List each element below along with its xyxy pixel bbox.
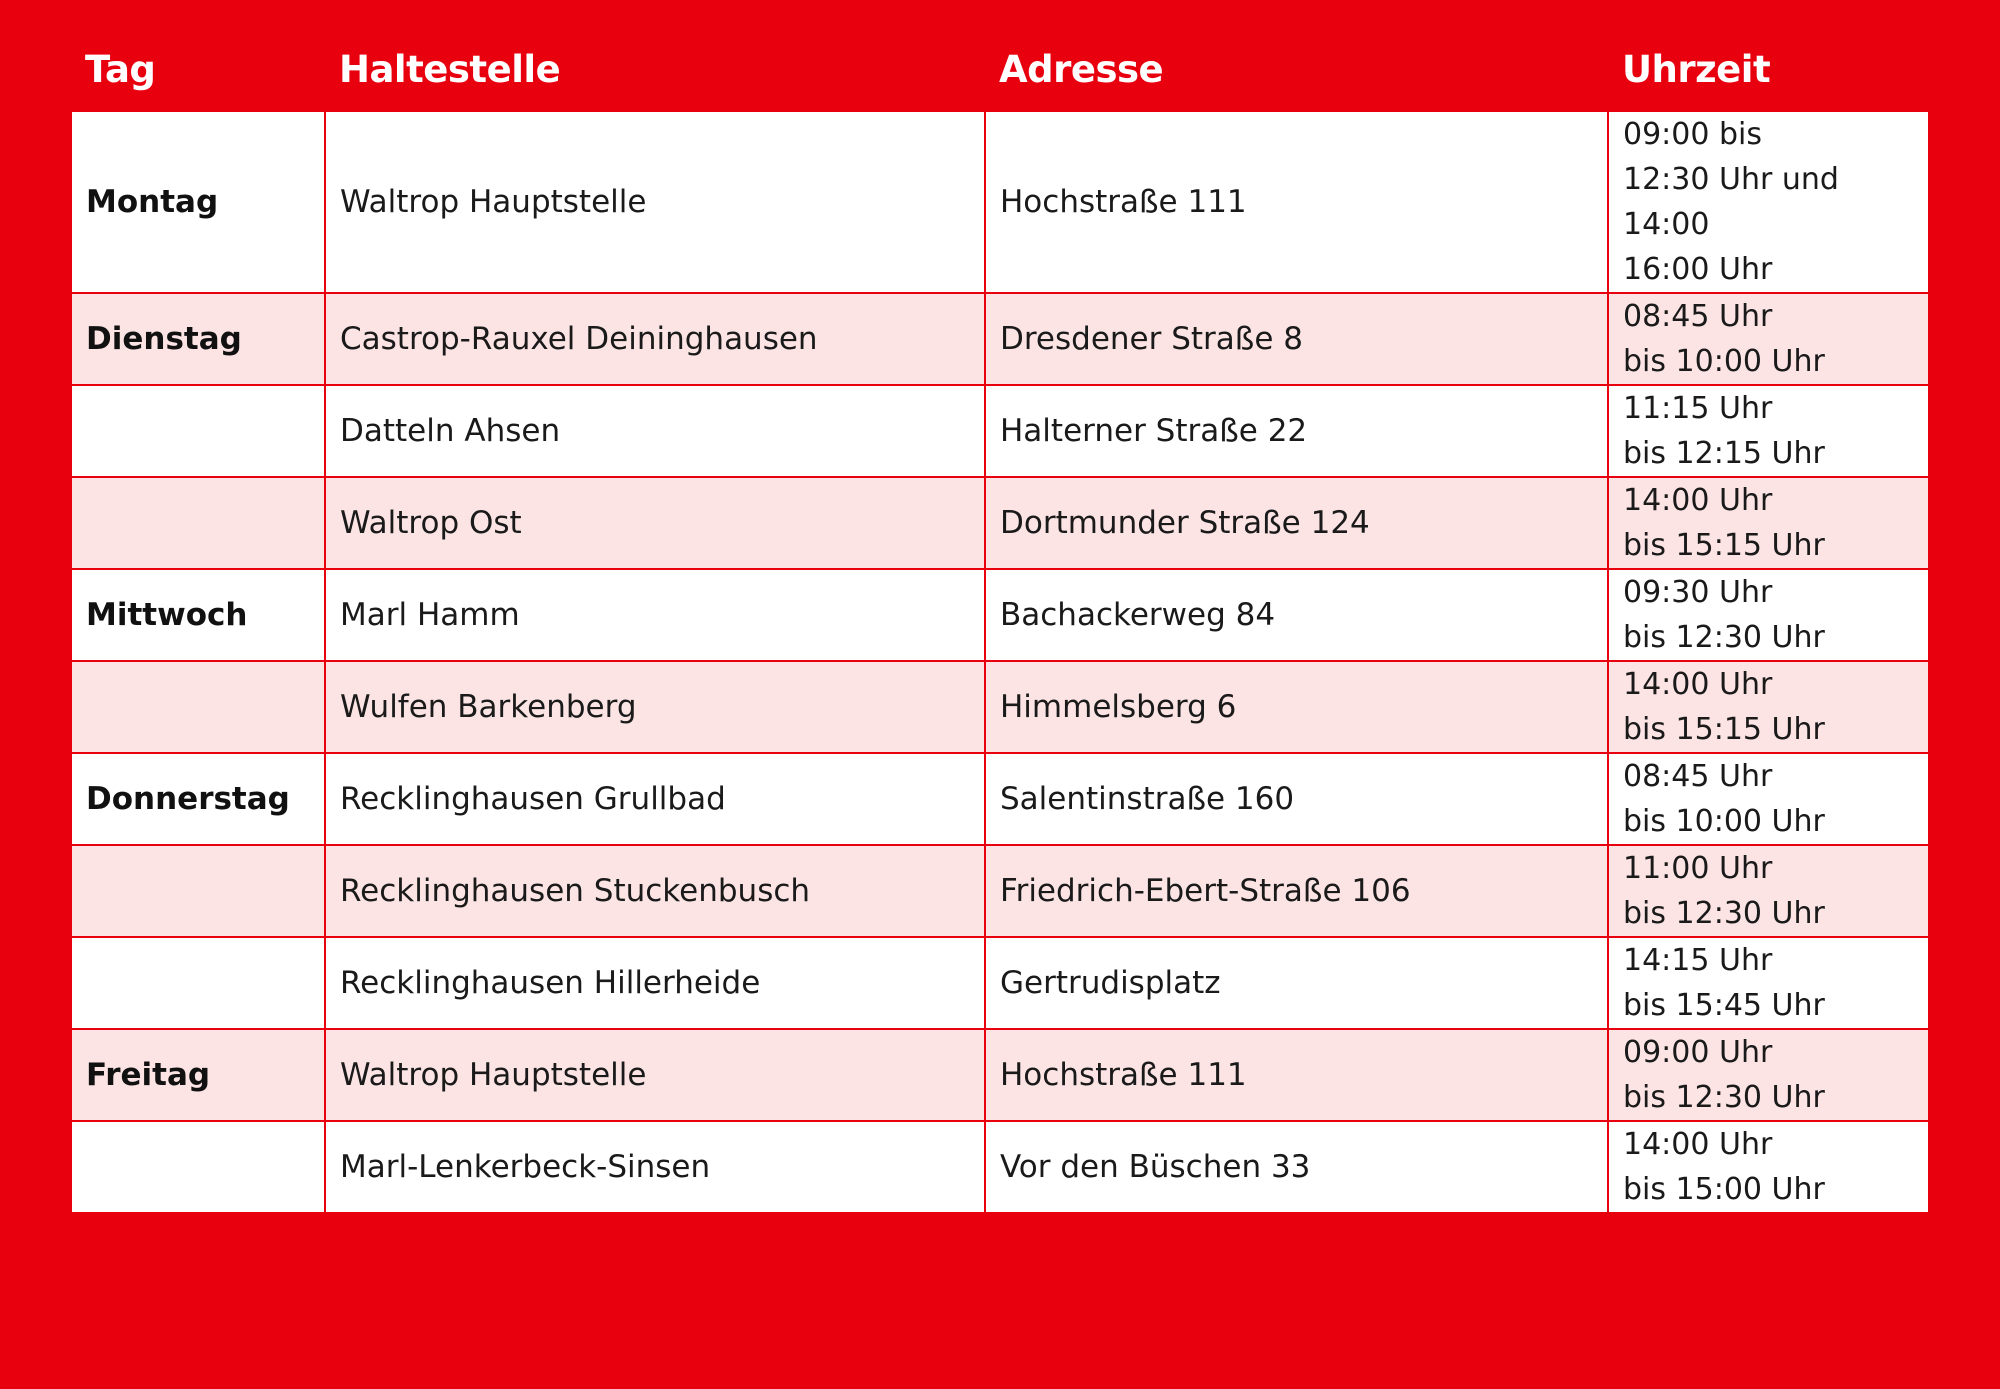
header-row bbox=[71, 28, 1929, 111]
cell-uhrzeit bbox=[1608, 477, 1929, 569]
cell-haltestelle: Waltrop Ost bbox=[325, 477, 985, 569]
uhrzeit-line: 12:30 Uhr und bbox=[1623, 162, 1839, 197]
cell-haltestelle: Datteln Ahsen bbox=[325, 385, 985, 477]
uhrzeit-line: 11:15 Uhr bbox=[1623, 391, 1773, 426]
uhrzeit-line: 14:00 Uhr bbox=[1623, 667, 1773, 702]
table-row bbox=[71, 385, 1929, 477]
cell-adresse: Himmelsberg 6 bbox=[985, 661, 1608, 753]
header-uhrzeit: Uhrzeit bbox=[1622, 47, 1771, 91]
cell-uhrzeit bbox=[1608, 845, 1929, 937]
cell-uhrzeit bbox=[1608, 661, 1929, 753]
uhrzeit-line: 08:45 Uhr bbox=[1623, 299, 1773, 334]
uhrzeit-line: 14:00 bbox=[1623, 207, 1710, 242]
cell-haltestelle: Recklinghausen Grullbad bbox=[325, 753, 985, 845]
cell-tag: Donnerstag bbox=[71, 753, 325, 845]
uhrzeit-line: 09:00 bis bbox=[1623, 117, 1762, 152]
uhrzeit-line: bis 10:00 Uhr bbox=[1623, 804, 1825, 839]
cell-haltestelle: Marl Hamm bbox=[325, 569, 985, 661]
cell-tag bbox=[71, 661, 325, 753]
uhrzeit-line: 09:00 Uhr bbox=[1623, 1035, 1773, 1070]
cell-haltestelle: Recklinghausen Hillerheide bbox=[325, 937, 985, 1029]
schedule-body bbox=[71, 111, 1929, 1213]
uhrzeit-line: 11:00 Uhr bbox=[1623, 851, 1773, 886]
cell-adresse: Halterner Straße 22 bbox=[985, 385, 1608, 477]
cell-tag bbox=[71, 385, 325, 477]
cell-haltestelle: Recklinghausen Stuckenbusch bbox=[325, 845, 985, 937]
header-haltestelle: Haltestelle bbox=[339, 47, 561, 91]
cell-tag: Dienstag bbox=[71, 293, 325, 385]
cell-haltestelle: Castrop-Rauxel Deininghausen bbox=[325, 293, 985, 385]
header-adresse: Adresse bbox=[999, 47, 1164, 91]
cell-adresse: Friedrich-Ebert-Straße 106 bbox=[985, 845, 1608, 937]
uhrzeit-line: bis 10:00 Uhr bbox=[1623, 344, 1825, 379]
cell-haltestelle: Waltrop Hauptstelle bbox=[325, 1029, 985, 1121]
cell-uhrzeit bbox=[1608, 1121, 1929, 1213]
uhrzeit-line: bis 12:30 Uhr bbox=[1623, 1080, 1825, 1115]
cell-tag: Montag bbox=[71, 111, 325, 293]
cell-haltestelle: Wulfen Barkenberg bbox=[325, 661, 985, 753]
cell-tag: Mittwoch bbox=[71, 569, 325, 661]
cell-adresse: Bachackerweg 84 bbox=[985, 569, 1608, 661]
uhrzeit-line: bis 12:30 Uhr bbox=[1623, 620, 1825, 655]
uhrzeit-line: 14:00 Uhr bbox=[1623, 1127, 1773, 1162]
table-row bbox=[71, 477, 1929, 569]
cell-uhrzeit bbox=[1608, 385, 1929, 477]
table-row bbox=[71, 753, 1929, 845]
schedule-table bbox=[70, 28, 1930, 1214]
uhrzeit-line: bis 12:30 Uhr bbox=[1623, 896, 1825, 931]
table-row bbox=[71, 111, 1929, 293]
schedule-frame bbox=[70, 28, 1928, 1214]
uhrzeit-line: 09:30 Uhr bbox=[1623, 575, 1773, 610]
table-row bbox=[71, 1029, 1929, 1121]
table-row bbox=[71, 1121, 1929, 1213]
cell-uhrzeit bbox=[1608, 111, 1929, 293]
uhrzeit-line: bis 15:00 Uhr bbox=[1623, 1172, 1825, 1207]
uhrzeit-line: 14:15 Uhr bbox=[1623, 943, 1773, 978]
cell-tag bbox=[71, 1121, 325, 1213]
table-row bbox=[71, 293, 1929, 385]
cell-adresse: Salentinstraße 160 bbox=[985, 753, 1608, 845]
cell-uhrzeit bbox=[1608, 937, 1929, 1029]
uhrzeit-line: bis 15:15 Uhr bbox=[1623, 712, 1825, 747]
uhrzeit-line: 08:45 Uhr bbox=[1623, 759, 1773, 794]
table-row bbox=[71, 845, 1929, 937]
table-row bbox=[71, 569, 1929, 661]
cell-adresse: Dortmunder Straße 124 bbox=[985, 477, 1608, 569]
cell-uhrzeit bbox=[1608, 1029, 1929, 1121]
cell-uhrzeit bbox=[1608, 569, 1929, 661]
uhrzeit-line: 14:00 Uhr bbox=[1623, 483, 1773, 518]
cell-adresse: Hochstraße 111 bbox=[985, 111, 1608, 293]
cell-haltestelle: Waltrop Hauptstelle bbox=[325, 111, 985, 293]
uhrzeit-line: bis 15:45 Uhr bbox=[1623, 988, 1825, 1023]
cell-adresse: Hochstraße 111 bbox=[985, 1029, 1608, 1121]
uhrzeit-line: bis 12:15 Uhr bbox=[1623, 436, 1825, 471]
uhrzeit-line: bis 15:15 Uhr bbox=[1623, 528, 1825, 563]
cell-tag bbox=[71, 477, 325, 569]
cell-uhrzeit bbox=[1608, 753, 1929, 845]
cell-adresse: Vor den Büschen 33 bbox=[985, 1121, 1608, 1213]
cell-tag bbox=[71, 845, 325, 937]
cell-uhrzeit bbox=[1608, 293, 1929, 385]
table-row bbox=[71, 661, 1929, 753]
cell-tag: Freitag bbox=[71, 1029, 325, 1121]
cell-tag bbox=[71, 937, 325, 1029]
cell-adresse: Gertrudisplatz bbox=[985, 937, 1608, 1029]
header-tag: Tag bbox=[85, 47, 156, 91]
cell-adresse: Dresdener Straße 8 bbox=[985, 293, 1608, 385]
cell-haltestelle: Marl-Lenkerbeck-Sinsen bbox=[325, 1121, 985, 1213]
uhrzeit-line: 16:00 Uhr bbox=[1623, 252, 1773, 287]
table-row bbox=[71, 937, 1929, 1029]
